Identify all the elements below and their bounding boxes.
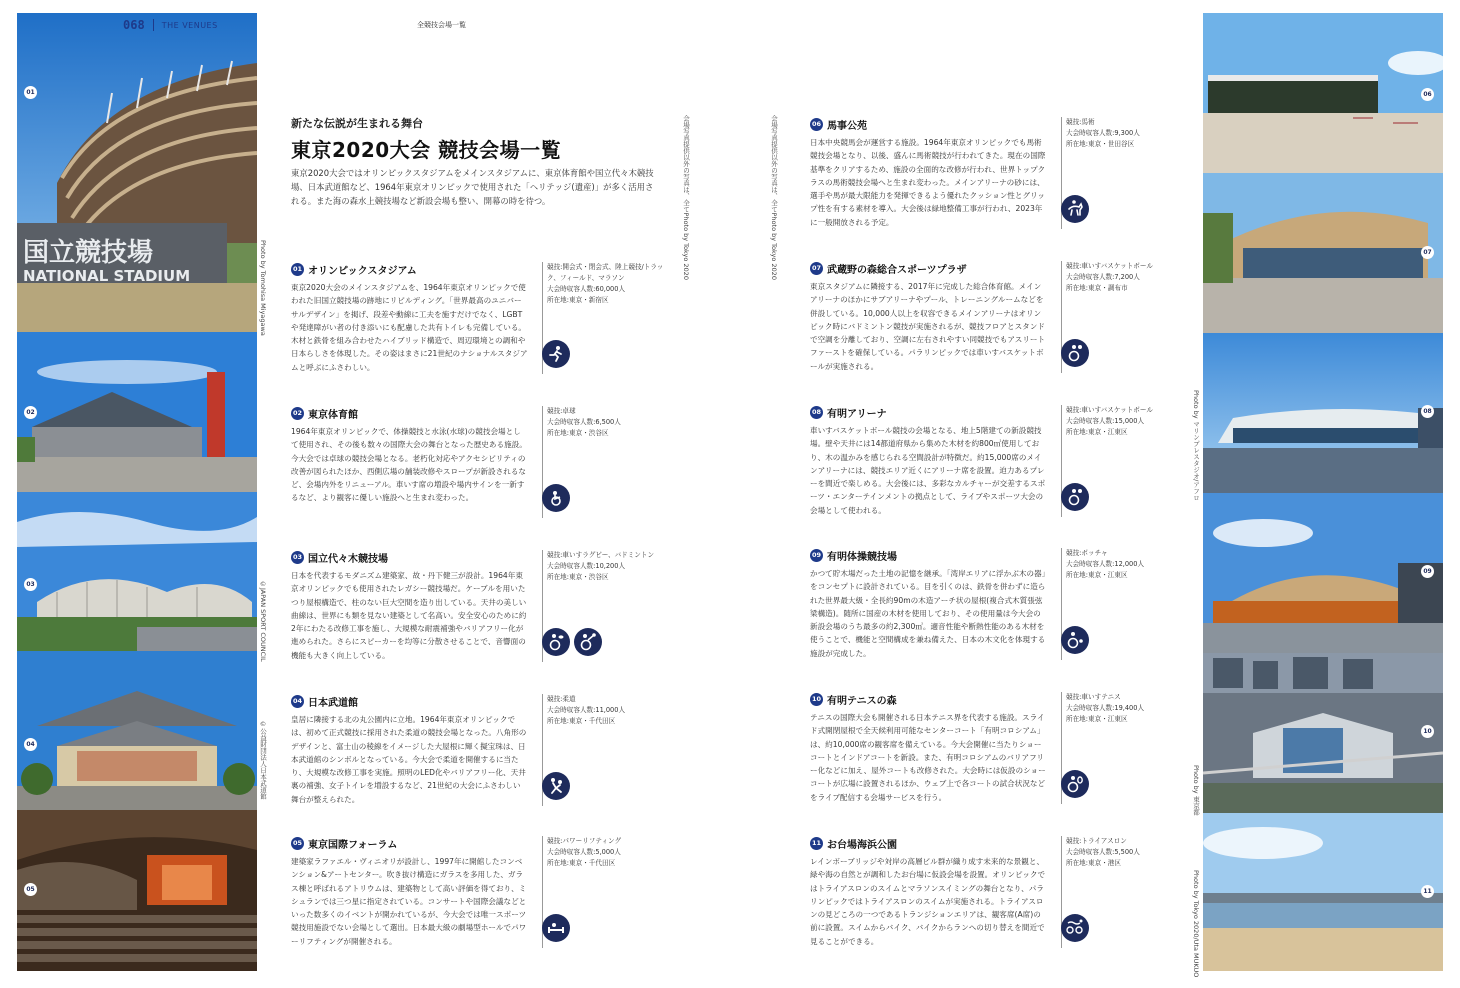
venue-number-badge: 05 bbox=[291, 837, 304, 850]
venue-capacity: 大会時収容人数:9,300人 bbox=[1066, 129, 1140, 137]
venue-description: 皇居に隣接する北の丸公園内に立地。1964年東京オリンピックでは、初めて正式競技に採用された柔道の競技会場となった。八角形のデザインと、富士山の稜線をイメージした大屋根に輝く擬宝珠は、日本武道館のシンボルとなっている。今大会で柔道を開催するに当たり、大規模な改修工事を実施。照明のLED化やバリアフリー化、天井裏の補強、女子トイレを増設するなど、21世紀の大会にふさわしい舞台が整えられた。 bbox=[291, 715, 527, 804]
photo-credit: Photo by Tomohisa Miyagawa bbox=[259, 240, 267, 336]
boccia-icon bbox=[1061, 626, 1089, 654]
venue-event: 競技:柔道 bbox=[547, 695, 576, 703]
venue-name: 馬事公苑 bbox=[827, 121, 867, 132]
venue-capacity: 大会時収容人数:15,000人 bbox=[1066, 417, 1145, 425]
venue-location: 所在地:東京・渋谷区 bbox=[547, 573, 609, 581]
venue-capacity: 大会時収容人数:19,400人 bbox=[1066, 704, 1145, 712]
venue-capacity: 大会時収容人数:11,000人 bbox=[547, 706, 626, 714]
venue-location: 所在地:東京・世田谷区 bbox=[1066, 140, 1135, 148]
venue-block-04 bbox=[291, 694, 681, 816]
photo-tokyo-gym bbox=[17, 332, 257, 492]
venue-event: 競技:トライアスロン bbox=[1066, 837, 1127, 845]
left-photo-strip bbox=[17, 13, 257, 971]
venue-number-badge: 10 bbox=[810, 693, 823, 706]
venue-location: 所在地:東京・江東区 bbox=[1066, 715, 1128, 723]
venue-name: お台場海浜公園 bbox=[827, 840, 897, 851]
venue-event: 競技:ボッチャ bbox=[1066, 549, 1108, 557]
venue-event: 競技:卓球 bbox=[547, 407, 576, 415]
photo-credit: ©JAPAN SPORT COUNCIL bbox=[259, 580, 267, 662]
right-page bbox=[730, 0, 1460, 988]
venue-capacity: 大会時収容人数:12,000人 bbox=[1066, 560, 1145, 568]
photo-budokan bbox=[17, 651, 257, 810]
venue-event: 競技:車いすラグビー、バドミントン bbox=[547, 551, 655, 559]
photo-label: 05 bbox=[24, 883, 37, 896]
venue-capacity: 大会時収容人数:5,000人 bbox=[547, 848, 621, 856]
venue-number-badge: 06 bbox=[810, 118, 823, 131]
photo-label: 08 bbox=[1421, 405, 1434, 418]
venue-event: 競技:開会式・閉会式、陸上競技/トラック、フィールド、マラソン bbox=[547, 263, 664, 282]
photo-label: 11 bbox=[1421, 885, 1434, 898]
venue-description: 1964年東京オリンピックで、体操競技と水泳(水球)の競技会場として使用され、その後も数々の国際大会の舞台となった歴史ある施設。今大会では卓球の競技会場となる。老朽化対応やアクセシビリティの改善が図られたほか、西側広場の舗装改修やスロープが新設されるなど、会場内外をリニューアル。車いす席の増設や場内サインを一新するなど、より観客に優しい施設へと生まれ変わった。 bbox=[291, 427, 527, 503]
venue-event: 競技:車いすバスケットボール bbox=[1066, 262, 1153, 270]
intro-subtitle: 新たな伝説が生まれる舞台 bbox=[291, 117, 423, 130]
photo-credit: 会場写真提供以外の写真は、全てPhoto by Tokyo 2020 bbox=[770, 115, 778, 280]
venue-name: 武蔵野の森総合スポーツプラザ bbox=[827, 265, 967, 276]
page-number: 068 bbox=[123, 18, 145, 32]
photo-credit: Photo by マリンプレスタジオ/アフロ bbox=[1192, 390, 1200, 501]
wheelchair-basketball-icon bbox=[1061, 339, 1089, 367]
venue-block-02 bbox=[291, 406, 681, 528]
venue-capacity: 大会時収容人数:6,500人 bbox=[547, 418, 621, 426]
photo-label: 02 bbox=[24, 406, 37, 419]
venue-name: オリンピックスタジアム bbox=[308, 266, 417, 277]
venue-capacity: 大会時収容人数:60,000人 bbox=[547, 285, 626, 293]
venue-name: 有明テニスの森 bbox=[827, 696, 897, 707]
photo-credit: Photo by 東京都 bbox=[1192, 765, 1200, 816]
venue-description: レインボーブリッジや対岸の高層ビル群が織り成す未来的な景観と、緑や海の自然とが調和したお台場に仮設会場を設置。オリンピックではトライアスロンのスイムとマラソンスイミングの舞台となり、パラリンピックではトライアスロンのスイムが実施される。トライアスロンの見どころの一つであるトランジションエリアは、観客席(A席)の前に設置。スイムからバイク、バイクからランへの切り替えを間近で見ることができる。 bbox=[810, 857, 1046, 946]
powerlifting-icon bbox=[542, 914, 570, 942]
venue-block-01 bbox=[291, 262, 681, 384]
venue-name: 国立代々木競技場 bbox=[308, 554, 388, 565]
venue-description: 東京2020大会のメインスタジアムを、1964年東京オリンピックで使われた旧国立競技場の跡地にリビルディング。「世界最高のユニバーサルデザイン」を掲げ、段差や動線に工夫を施すだけでなく、LGBTや発達障がい者の付き添いにも配慮した共有トイレも完備している。木材と鉄骨を組み合わせたハイブリッド構造で、周辺環境との調和や日本らしさを体現した。その姿はまさに21世紀のナショナルスタジアムと呼ぶにふさわしい。 bbox=[291, 283, 528, 372]
venue-capacity: 大会時収容人数:7,200人 bbox=[1066, 273, 1140, 281]
venue-event: 競技:車いすバスケットボール bbox=[1066, 406, 1153, 414]
photo-ariake-tennis bbox=[1203, 653, 1443, 813]
running-head: 全競技会場一覧 bbox=[417, 21, 466, 29]
photo-credit: 会場写真提供以外の写真は、全てPhoto by Tokyo 2020 bbox=[682, 115, 690, 280]
wheelchair-rugby-icon bbox=[542, 628, 570, 656]
photo-label: 03 bbox=[24, 578, 37, 591]
venue-number-badge: 07 bbox=[810, 262, 823, 275]
venue-name: 有明アリーナ bbox=[827, 409, 887, 420]
athletics-icon bbox=[542, 340, 570, 368]
venue-block-07 bbox=[810, 261, 1200, 383]
badminton-icon bbox=[574, 628, 602, 656]
venue-name: 東京国際フォーラム bbox=[308, 840, 398, 851]
triathlon-icon bbox=[1061, 914, 1089, 942]
venue-event: 競技:馬術 bbox=[1066, 118, 1095, 126]
venue-capacity: 大会時収容人数:10,200人 bbox=[547, 562, 626, 570]
venue-description: 車いすバスケットボール競技の会場となる、地上5階建ての新設競技場。壁や天井には14都道府県から集めた木材を約800㎡使用しており、木の温かみを感じられる空間設計が特徴だ。約15,000席のメインアリーナには、競技エリア近くにアリーナ席を設置。迫力あるプレーを間近で楽しめる。大会後には、多彩なカルチャーが交差するスポーツ・エンターテインメントの拠点として、ライブやスポーツ大会の会場として使われる。 bbox=[810, 426, 1046, 515]
venue-description: 東京スタジアムに隣接する、2017年に完成した総合体育館。メインアリーナのほかにサブアリーナやプール、トレーニングルームなどを併設している。10,000人以上を収容できるメインアリーナはオリンピック時にバドミントン競技が実施されるが、競技フロアとスタンドで空調を分離しており、空調に左右されやすい同競技でもアスリートファーストを確保している。パラリンピックでは車いすバスケットボールが実施される。 bbox=[810, 282, 1046, 371]
photo-ariake-gymnastics bbox=[1203, 493, 1443, 653]
venue-event: 競技:車いすテニス bbox=[1066, 693, 1121, 701]
photo-label: 09 bbox=[1421, 565, 1434, 578]
wheelchair-tennis-icon bbox=[1061, 770, 1089, 798]
venue-description: かつて貯木場だった土地の記憶を継承。「湾岸エリアに浮かぶ木の器」をコンセプトに設計されている。目を引くのは、鉄骨を併わずに造られた世界最大級・全長約90mの木造アーチ状の屋根(複合式木質張弦梁構造)。随所に国産の木材を使用しており、その使用量は今大会の新設会場のうち最多の約2,300㎥。適音性能や断熱性能のある木材を使うことで、機能と空間構成を兼ね備えた、日本の木文化を体現する施設が完成した。 bbox=[810, 569, 1046, 658]
folio bbox=[17, 13, 257, 37]
venue-location: 所在地:東京・江東区 bbox=[1066, 428, 1128, 436]
venue-block-05 bbox=[291, 836, 681, 958]
venue-location: 所在地:東京・新宿区 bbox=[547, 296, 609, 304]
venue-description: 建築家ラファエル・ヴィニオリが設計し、1997年に開館したコンベンション&アートセンター。吹き抜け構造にガラスを多用した、ガラス棟と呼ばれるアトリウムは、建築物として高い評価を得ており、ミシュランでは三つ星に指定されている。コンサートや国際会議などといった数多くのイベントが開かれているが、今大会では唯一スポーツ競技用施設でない会場として選出。日本最大級の劇場型ホールでパワーリフティングが開催される。 bbox=[291, 857, 527, 946]
venue-number-badge: 11 bbox=[810, 837, 823, 850]
venue-block-09 bbox=[810, 548, 1200, 670]
photo-label: 04 bbox=[24, 738, 37, 751]
photo-credit: ©公益財団法人日本武道館 bbox=[259, 720, 267, 800]
photo-label: 07 bbox=[1421, 246, 1434, 259]
stadium-sign-en: NATIONAL STADIUM bbox=[23, 267, 191, 285]
venue-description: テニスの国際大会も開催される日本テニス界を代表する施設。スライド式開閉屋根で全天候利用可能なセンターコート「有明コロシアム」は、約10,000席の観客席を備えている。今大会開催に当たりショーコートとインドアコートを新設。また、有明コロシアムのバリアフリー化などに加え、屋外コートも改修された。大会時には仮設のショーコートが広場に設置されるほか、ウェブ上で各コートの試合状況などをライブ配信する会場サービスを行う。 bbox=[810, 713, 1046, 802]
table-tennis-icon bbox=[542, 484, 570, 512]
photo-olympic-stadium bbox=[17, 13, 257, 332]
photo-tokyo-forum bbox=[17, 810, 257, 971]
venue-location: 所在地:東京・千代田区 bbox=[547, 717, 616, 725]
venue-location: 所在地:東京・渋谷区 bbox=[547, 429, 609, 437]
photo-label: 10 bbox=[1421, 725, 1434, 738]
venue-number-badge: 04 bbox=[291, 695, 304, 708]
venue-number-badge: 09 bbox=[810, 549, 823, 562]
venue-event: 競技:パワーリフティング bbox=[547, 837, 622, 845]
photo-ariake-arena bbox=[1203, 333, 1443, 493]
section-label: THE VENUES bbox=[161, 20, 218, 30]
venue-description: 日本を代表するモダニズム建築家、故・丹下健三が設計。1964年東京オリンピックでも使用されたレガシー競技場だ。ケーブルを用いたつり屋根構造で、柱のない巨大空間を造り出している。天井の美しい曲線は、世界にも類を見ない建築として名高い。安全安心のために約2年にわたる改修工事を施し、大規模な耐震補強やバリアフリー化が進められた。さらにスピーカーを均等に分散させることで、音響面の機能も大きく向上している。 bbox=[291, 571, 527, 660]
photo-credit: Photo by Tokyo 2020/Uta MUKUO bbox=[1192, 870, 1200, 978]
venue-number-badge: 08 bbox=[810, 406, 823, 419]
venue-block-06 bbox=[810, 117, 1200, 239]
venue-block-10 bbox=[810, 692, 1200, 814]
judo-icon bbox=[542, 772, 570, 800]
venue-description: 日本中央競馬会が運営する施設。1964年東京オリンピックでも馬術競技会場となり、以後、盛んに馬術競技が行われてきた。現在の国際基準をクリアするため、施設の全面的な改修が行われ、世界トップクラスの馬術競技会場へと生まれ変わった。メインアリーナの砂には、選手や馬が最大限能力を発揮できるよう優れたクッション性とグリップ性を有する素材を導入。大会後は緑地整備工事が行われ、2023年に一般開放される予定。 bbox=[810, 138, 1046, 227]
venue-block-03 bbox=[291, 550, 681, 672]
stadium-sign-jp: 国立競技場 bbox=[23, 238, 154, 268]
venue-capacity: 大会時収容人数:5,500人 bbox=[1066, 848, 1140, 856]
page-title: 東京2020大会 競技会場一覧 bbox=[291, 138, 562, 162]
equestrian-icon bbox=[1061, 195, 1089, 223]
venue-block-11 bbox=[810, 836, 1200, 958]
venue-location: 所在地:東京・港区 bbox=[1066, 859, 1121, 867]
venue-name: 有明体操競技場 bbox=[827, 552, 897, 563]
photo-odaiba bbox=[1203, 813, 1443, 971]
photo-baji-koen bbox=[1203, 13, 1443, 173]
venue-number-badge: 03 bbox=[291, 551, 304, 564]
photo-yoyogi bbox=[17, 492, 257, 651]
venue-location: 所在地:東京・調布市 bbox=[1066, 284, 1128, 292]
photo-label: 01 bbox=[24, 86, 37, 99]
venue-location: 所在地:東京・江東区 bbox=[1066, 571, 1128, 579]
right-photo-strip bbox=[1203, 13, 1443, 971]
venue-name: 日本武道館 bbox=[308, 698, 358, 709]
intro-text: 東京2020大会ではオリンピックスタジアムをメインスタジアムに、東京体育館や国立代々木競技場、日本武道館など、1964年東京オリンピックで使用された「ヘリテッジ(遺産)」が多く活用される。また海の森水上競技場など新設会場も整い、開幕の時を待つ。 bbox=[291, 168, 654, 206]
venue-number-badge: 01 bbox=[291, 263, 304, 276]
wheelchair-basketball-icon bbox=[1061, 483, 1089, 511]
photo-musashino bbox=[1203, 173, 1443, 333]
venue-location: 所在地:東京・千代田区 bbox=[547, 859, 616, 867]
venue-number-badge: 02 bbox=[291, 407, 304, 420]
photo-label: 06 bbox=[1421, 88, 1434, 101]
venue-block-08 bbox=[810, 405, 1200, 527]
venue-name: 東京体育館 bbox=[308, 410, 358, 421]
